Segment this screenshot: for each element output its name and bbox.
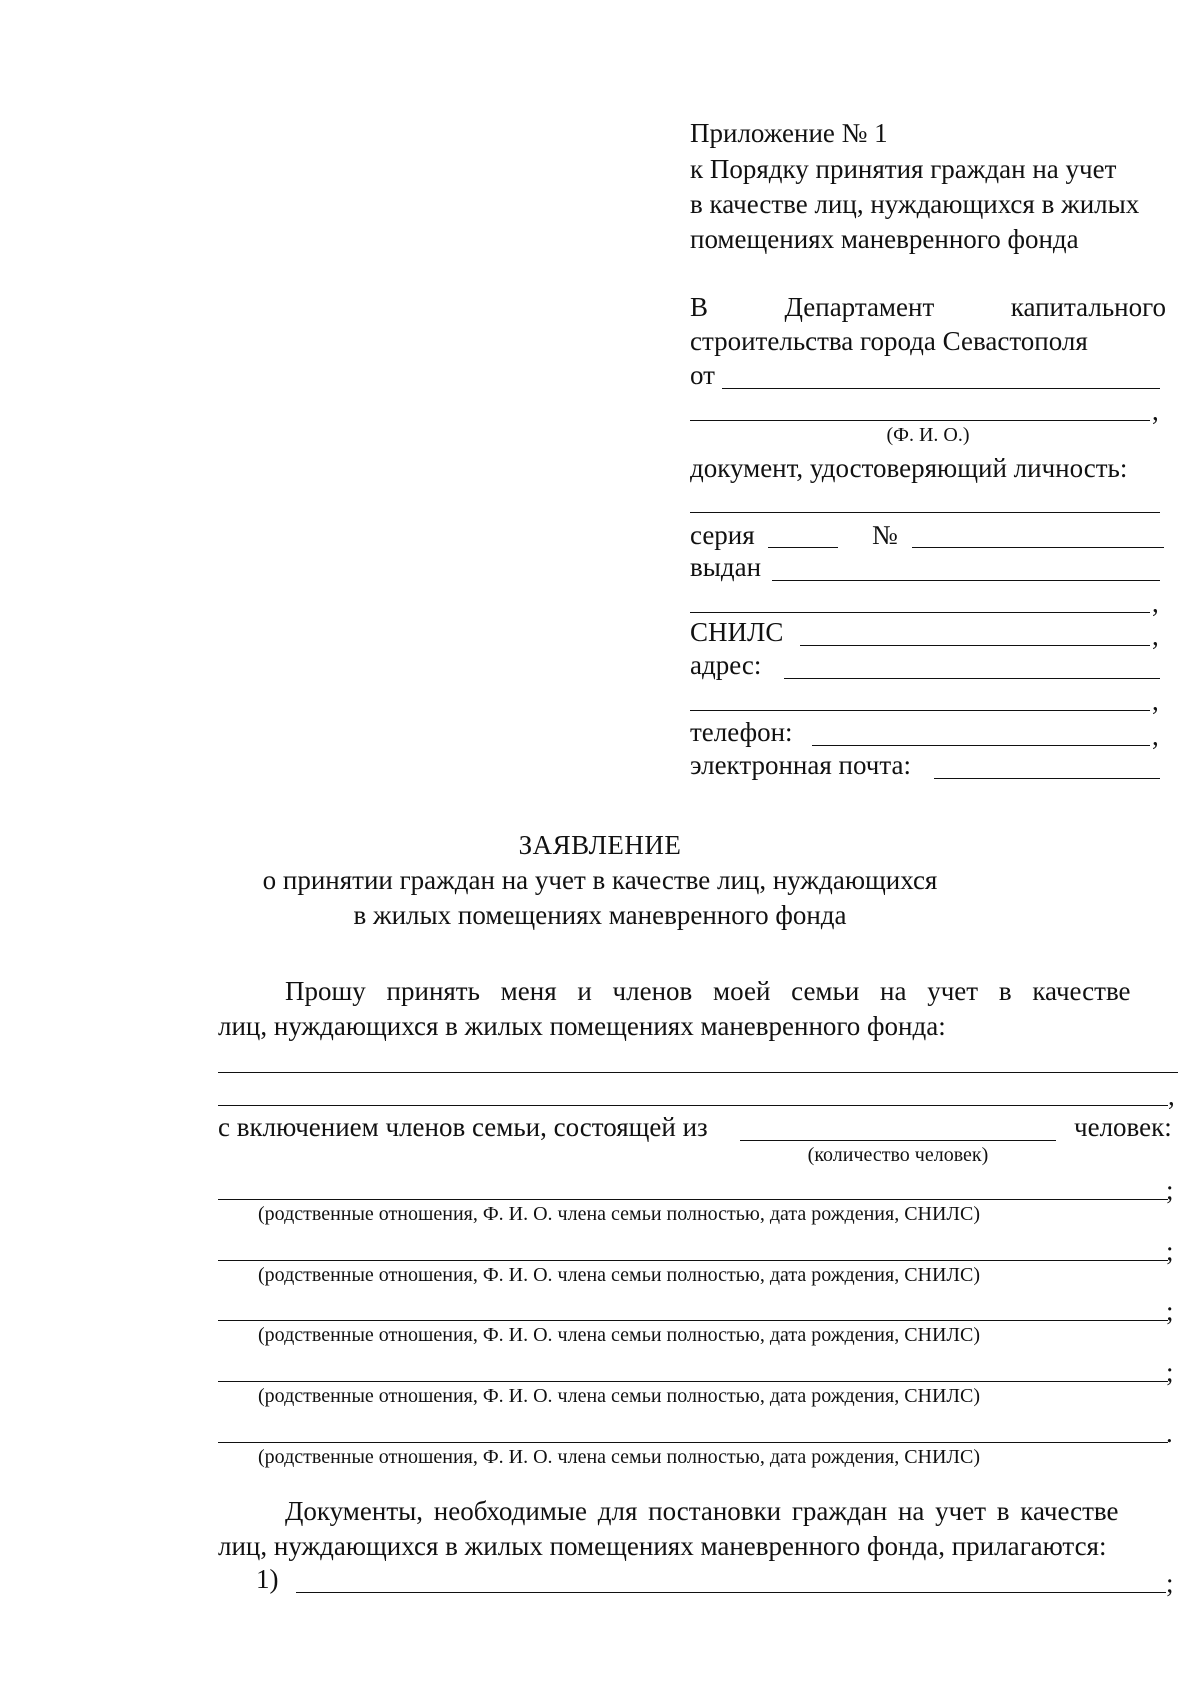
from-fio-field[interactable]: [722, 388, 1160, 389]
snils-label: СНИЛС: [690, 617, 784, 647]
series-label: серия: [690, 520, 755, 550]
address-field[interactable]: [784, 678, 1160, 679]
docs-line-2: лиц, нуждающихся в жилых помещениях маневренного фонда, прилагаются:: [218, 1531, 1107, 1561]
member-hint-1: (родственные отношения, Ф. И. О. члена семьи полностью, дата рождения, СНИЛС): [258, 1203, 980, 1225]
fio-field-line-2[interactable]: [690, 420, 1150, 421]
snils-comma: ,: [1152, 621, 1159, 651]
member-field-2[interactable]: [218, 1260, 1168, 1261]
email-field[interactable]: [934, 778, 1160, 779]
fio-hint: (Ф. И. О.): [886, 424, 970, 446]
from-label: от: [690, 360, 715, 390]
request-field-1[interactable]: [218, 1072, 1178, 1073]
address-comma: ,: [1152, 686, 1159, 716]
request-line-2: лиц, нуждающихся в жилых помещениях маневренного фонда:: [218, 1011, 946, 1041]
phone-field[interactable]: [812, 745, 1150, 746]
appendix-title: Приложение № 1: [690, 118, 888, 148]
member-hint-5: (родственные отношения, Ф. И. О. члена семьи полностью, дата рождения, СНИЛС): [258, 1446, 980, 1468]
member-field-4[interactable]: [218, 1381, 1168, 1382]
number-field[interactable]: [912, 547, 1164, 548]
request-field-2[interactable]: [218, 1105, 1168, 1106]
address-label: адрес:: [690, 650, 762, 680]
request-comma: ,: [1168, 1081, 1175, 1111]
family-prefix: с включением членов семьи, состоящей из: [218, 1112, 708, 1142]
addressee-word-v: В: [690, 292, 709, 322]
docs-item-1-semicolon: ;: [1166, 1568, 1174, 1598]
family-suffix: человек:: [1074, 1112, 1172, 1142]
addressee-line-2: строительства города Севастополя: [690, 326, 1088, 356]
issued-field[interactable]: [772, 580, 1160, 581]
appendix-line-2: в качестве лиц, нуждающихся в жилых: [690, 189, 1140, 219]
issued-field-line-2[interactable]: [690, 612, 1150, 613]
member-hint-2: (родственные отношения, Ф. И. О. члена семьи полностью, дата рождения, СНИЛС): [258, 1264, 980, 1286]
document-subtitle-1: о принятии граждан на учет в качестве лиц, нуждающихся: [262, 865, 938, 895]
series-field[interactable]: [768, 547, 838, 548]
addressee-word-department: Департамент: [784, 292, 935, 322]
doc-label: [690, 451, 1166, 485]
docs-item-1-field[interactable]: [296, 1592, 1166, 1593]
issued-comma: ,: [1152, 588, 1159, 618]
fio-comma: ,: [1152, 396, 1159, 426]
member-field-5[interactable]: [218, 1442, 1168, 1443]
addressee-word-capital: капитального: [1010, 292, 1166, 322]
snils-field[interactable]: [800, 645, 1150, 646]
request-line-1-text: Прошу принять меня и членов моей семьи на учет в качестве: [285, 976, 1131, 1006]
request-line-1: [285, 974, 1166, 1008]
member-field-1[interactable]: [218, 1199, 1168, 1200]
docs-line-1: Документы, необходимые для постановки граждан на учет в качестве: [285, 1496, 1119, 1526]
member-1-semicolon: ;: [1166, 1175, 1174, 1205]
number-label: №: [872, 520, 898, 550]
appendix-line-1: к Порядку принятия граждан на учет: [690, 154, 1117, 184]
document-subtitle-2: в жилых помещениях маневренного фонда: [353, 900, 847, 930]
document-title: ЗАЯВЛЕНИЕ: [518, 830, 682, 860]
email-label: электронная почта:: [690, 750, 911, 780]
family-count-field[interactable]: [740, 1140, 1056, 1141]
count-hint: (количество человек): [807, 1144, 989, 1166]
docs-item-1-number: 1): [256, 1564, 279, 1594]
phone-label: телефон:: [690, 717, 793, 747]
member-5-period: .: [1166, 1418, 1173, 1448]
phone-comma: ,: [1152, 721, 1159, 751]
member-field-3[interactable]: [218, 1320, 1168, 1321]
address-field-line-2[interactable]: [690, 710, 1150, 711]
member-hint-3: (родственные отношения, Ф. И. О. члена семьи полностью, дата рождения, СНИЛС): [258, 1324, 980, 1346]
member-hint-4: (родственные отношения, Ф. И. О. члена семьи полностью, дата рождения, СНИЛС): [258, 1385, 980, 1407]
issued-label: выдан: [690, 552, 762, 582]
doc-label-text: документ, удостоверяющий личность:: [690, 453, 1128, 483]
doc-field[interactable]: [690, 512, 1160, 513]
member-4-semicolon: ;: [1166, 1357, 1174, 1387]
appendix-line-3: помещениях маневренного фонда: [690, 224, 1079, 254]
member-2-semicolon: ;: [1166, 1236, 1174, 1266]
member-3-semicolon: ;: [1166, 1296, 1174, 1326]
addressee-line-1: [690, 290, 1166, 324]
